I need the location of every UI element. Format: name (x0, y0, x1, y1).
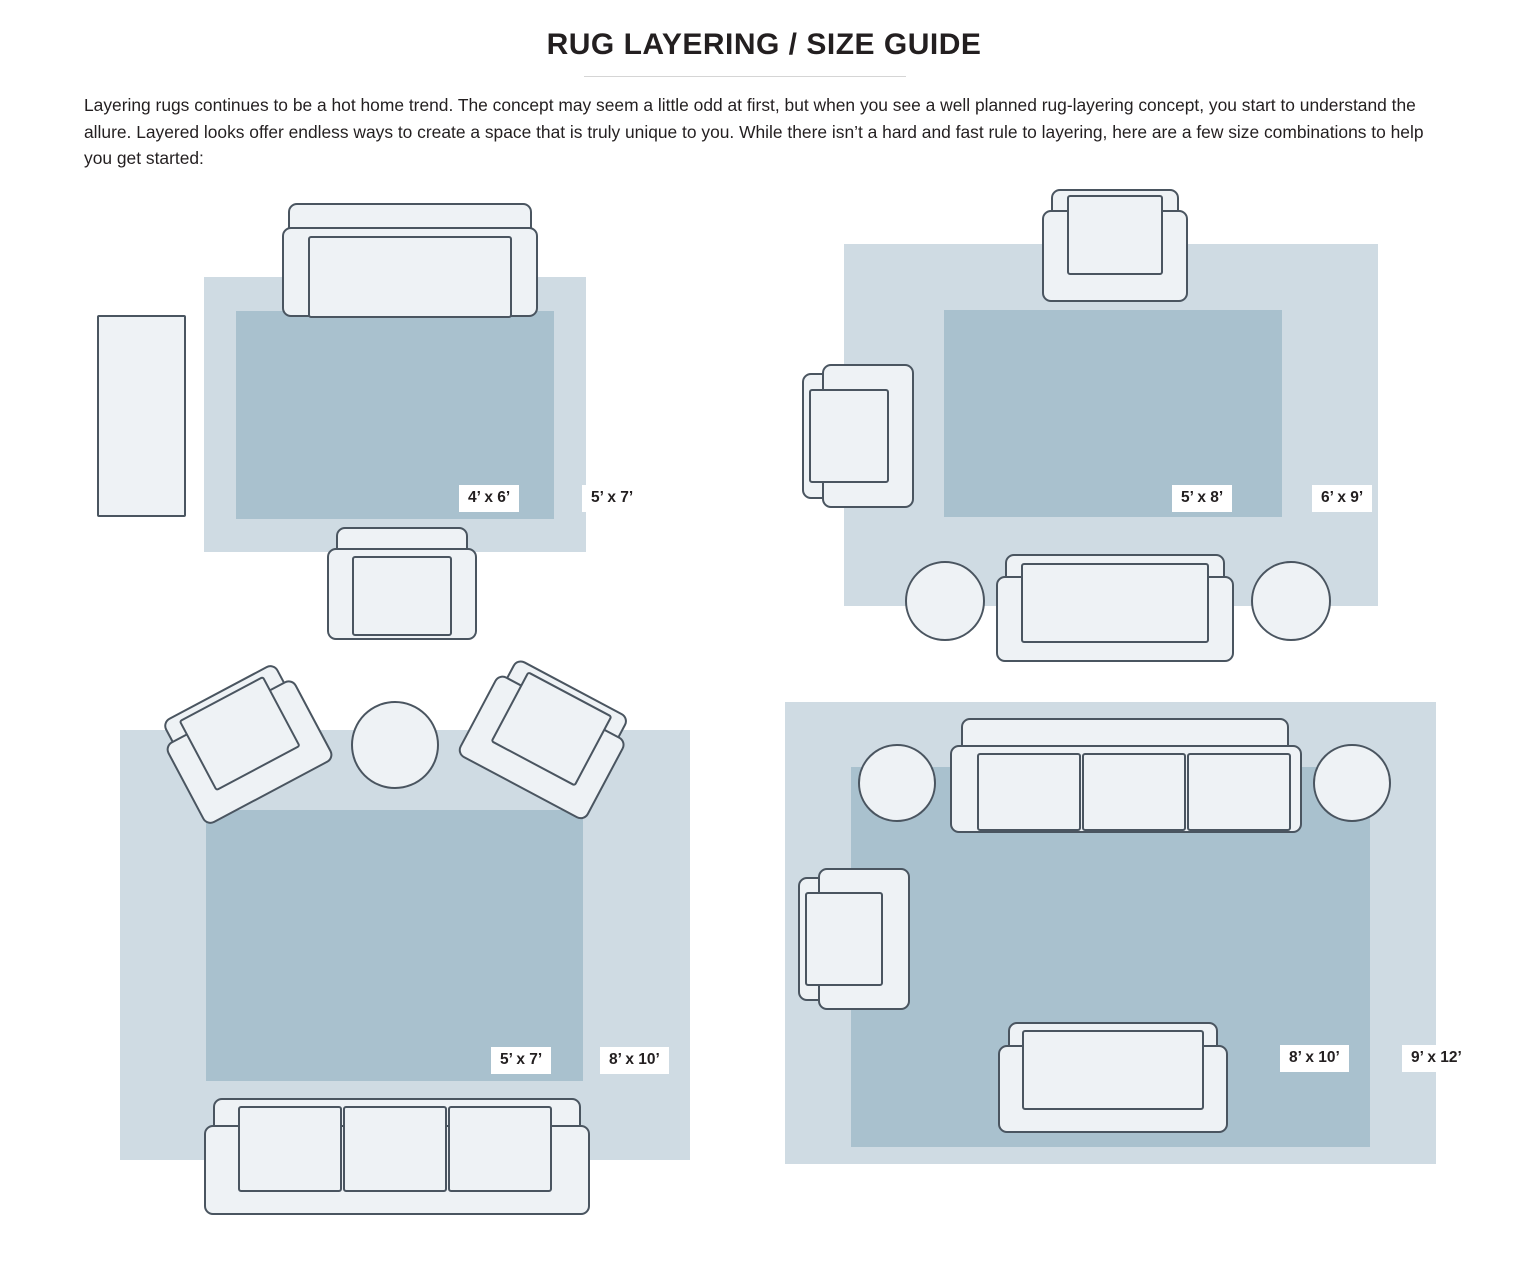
loveseat-seat (1022, 1030, 1204, 1110)
sofa-top-seat-1 (977, 753, 1081, 831)
round-side-table-left (905, 561, 985, 641)
label-inner-rug: 5’ x 7’ (491, 1047, 551, 1074)
rug-inner-5x7 (206, 810, 583, 1081)
label-inner-rug: 5’ x 8’ (1172, 485, 1232, 512)
diagram-layout-4 (764, 670, 1528, 1265)
sofa-seat-1 (238, 1106, 342, 1192)
armchair-top-seat (1067, 195, 1163, 275)
sofa-seat (1021, 563, 1209, 643)
console-table (97, 315, 186, 517)
label-outer-rug: 9’ x 12’ (1402, 1045, 1471, 1072)
diagram-layout-3 (0, 670, 764, 1265)
page-title: RUG LAYERING / SIZE GUIDE (546, 28, 982, 61)
diagram-layout-2 (764, 0, 1528, 670)
round-coffee-table (351, 701, 439, 789)
armchair-left-seat (809, 389, 889, 483)
armchair-seat (352, 556, 452, 636)
armchair-left-seat (805, 892, 883, 986)
round-side-table-right (1313, 744, 1391, 822)
round-side-table-right (1251, 561, 1331, 641)
label-inner-rug: 4’ x 6’ (459, 485, 519, 512)
label-outer-rug: 8’ x 10’ (600, 1047, 669, 1074)
diagram-layout-1 (0, 0, 764, 670)
label-outer-rug: 5’ x 7’ (582, 485, 642, 512)
sofa-seat (308, 236, 512, 318)
sofa-seat-3 (448, 1106, 552, 1192)
intro-paragraph: Layering rugs continues to be a hot home trend. The concept may seem a little odd at first, but when you see a well planned rug-layering concept, you start to understand the allure. Layered looks offer endless ways to create a space that is truly unique to you. While there isn’t a hard and fast rule to layering, here are a few size combinations to help you get started: (84, 95, 1424, 169)
sofa-top-seat-3 (1187, 753, 1291, 831)
sofa-top-seat-2 (1082, 753, 1186, 831)
round-side-table-left (858, 744, 936, 822)
label-inner-rug: 8’ x 10’ (1280, 1045, 1349, 1072)
label-outer-rug: 6’ x 9’ (1312, 485, 1372, 512)
sofa-seat-2 (343, 1106, 447, 1192)
